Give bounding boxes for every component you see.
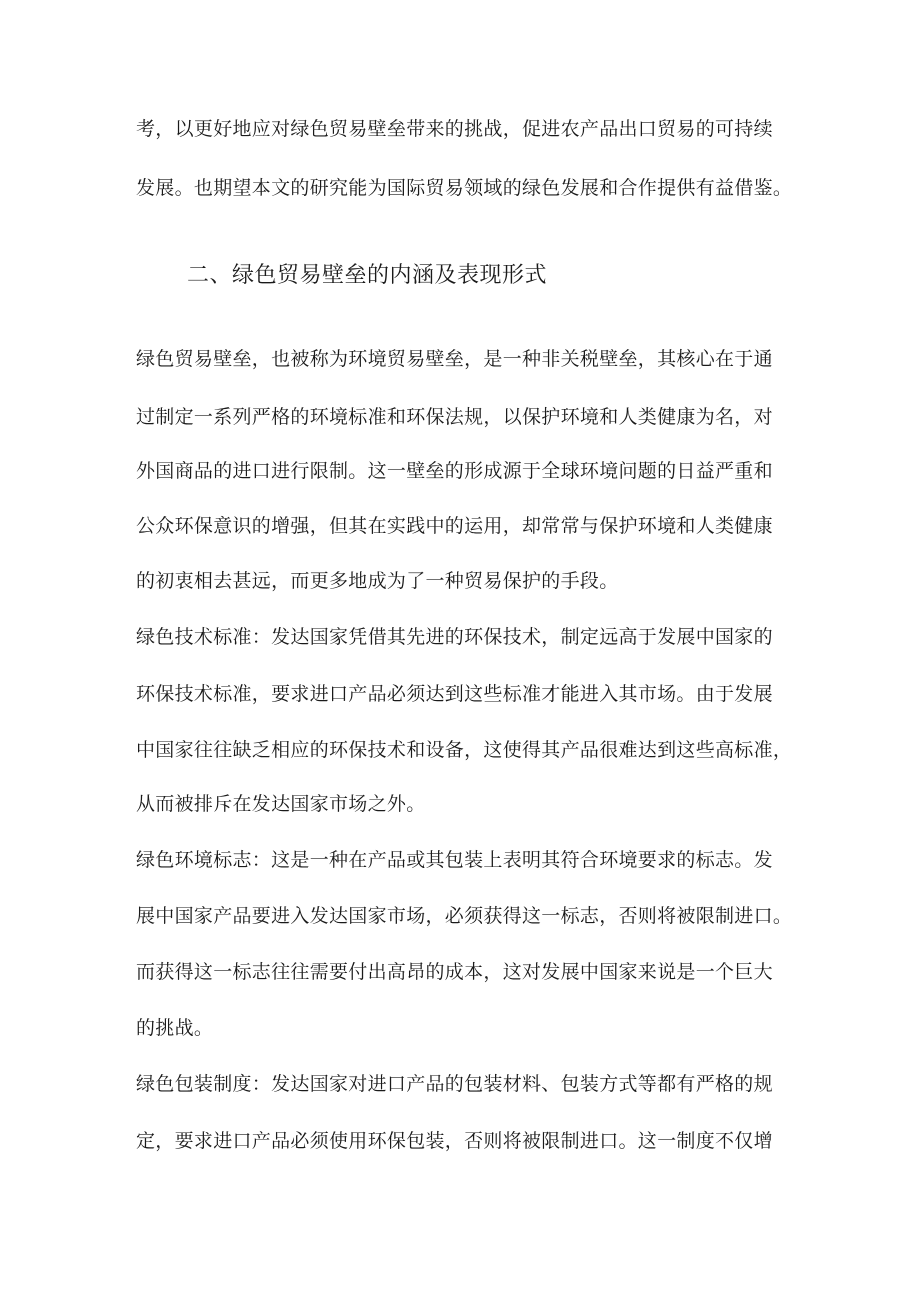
paragraph-line: 外国商品的进口进行限制。这一壁垒的形成源于全球环境问题的日益严重和: [136, 460, 773, 482]
paragraph-line: 展中国家产品要进入发达国家市场，必须获得这一标志，否则将被限制进口。: [136, 905, 793, 927]
paragraph-line: 绿色环境标志：这是一种在产品或其包装上表明其符合环境要求的标志。发: [136, 849, 773, 871]
paragraph-line: 过制定一系列严格的环境标准和环保法规，以保护环境和人类健康为名，对: [136, 406, 773, 428]
paragraph-line: 公众环保意识的增强，但其在实践中的运用，却常常与保护环境和人类健康: [136, 515, 773, 537]
paragraph-line: 中国家往往缺乏相应的环保技术和设备，这使得其产品很难达到这些高标准，: [136, 739, 793, 761]
section-heading: 二、绿色贸易壁垒的内涵及表现形式: [187, 263, 548, 288]
paragraph-line: 绿色技术标准：发达国家凭借其先进的环保技术，制定远高于发展中国家的: [136, 626, 773, 648]
paragraph-line: 绿色贸易壁垒，也被称为环境贸易壁垒，是一种非关税壁垒，其核心在于通: [136, 348, 773, 370]
paragraph-line: 绿色包装制度：发达国家对进口产品的包装材料、包装方式等都有严格的规: [136, 1073, 773, 1095]
paragraph-line: 从而被排斥在发达国家市场之外。: [136, 793, 426, 815]
intro-line: 发展。也期望本文的研究能为国际贸易领域的绿色发展和合作提供有益借鉴。: [136, 177, 793, 199]
paragraph-line: 环保技术标准，要求进口产品必须达到这些标准才能进入其市场。由于发展: [136, 683, 773, 705]
paragraph-line: 的初衷相去甚远，而更多地成为了一种贸易保护的手段。: [136, 570, 619, 592]
intro-line: 考，以更好地应对绿色贸易壁垒带来的挑战，促进农产品出口贸易的可持续: [136, 118, 773, 140]
paragraph-line: 的挑战。: [136, 1017, 214, 1039]
paragraph-line: 而获得这一标志往往需要付出高昂的成本，这对发展中国家来说是一个巨大: [136, 961, 773, 983]
paragraph-line: 定，要求进口产品必须使用环保包装，否则将被限制进口。这一制度不仅增: [136, 1130, 773, 1152]
